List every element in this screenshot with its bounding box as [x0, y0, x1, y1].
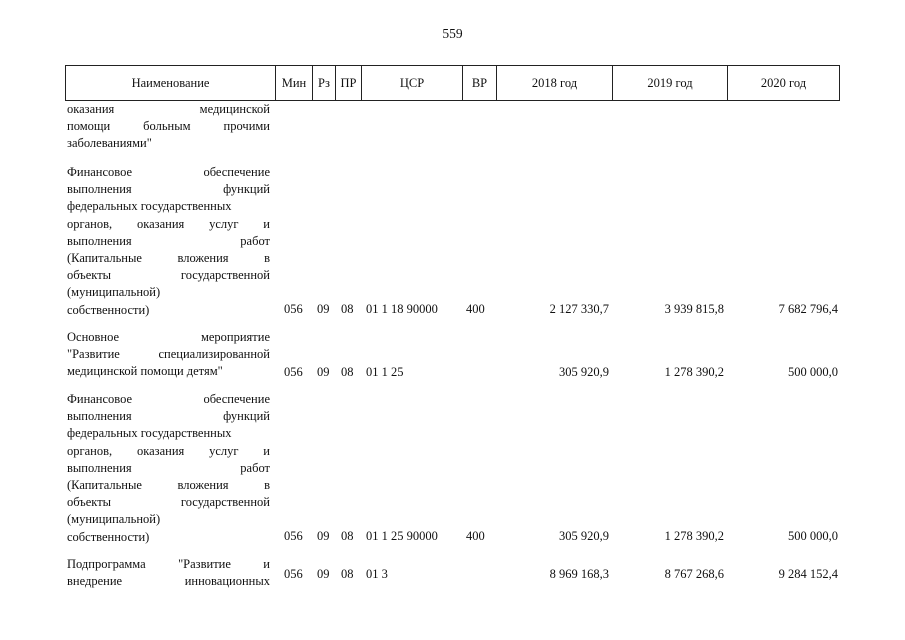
col-header-vr: ВР: [471, 76, 488, 90]
name-line: выполнения функций: [67, 182, 270, 197]
name-line: "Развитие специализированной: [67, 347, 270, 362]
cell-rz: 09: [317, 302, 330, 316]
cell-2019: 3 939 815,8: [664, 302, 724, 316]
cell-2018: 8 969 168,3: [549, 567, 609, 581]
cell-vr: 400: [466, 302, 485, 316]
name-line: выполнения функций: [67, 409, 270, 424]
col-header-min: Мин: [281, 76, 307, 90]
cell-min: 056: [284, 365, 303, 379]
page-number: 559: [442, 26, 463, 41]
cell-vr: 400: [466, 529, 485, 543]
name-line: (муниципальной): [67, 285, 161, 300]
name-line: органов, оказания услуг и: [67, 443, 270, 458]
name-line: объекты государственной: [67, 268, 270, 283]
col-header-2018: 2018 год: [531, 76, 578, 90]
cell-rz: 09: [317, 567, 330, 581]
cell-rz: 09: [317, 365, 330, 379]
cell-min: 056: [284, 567, 303, 581]
cell-min: 056: [284, 302, 303, 316]
cell-2018: 2 127 330,7: [549, 302, 609, 316]
name-line: собственности): [67, 302, 150, 317]
name-line: заболеваниями": [67, 136, 152, 151]
cell-2019: 1 278 390,2: [664, 529, 724, 543]
cell-2020: 9 284 152,4: [778, 567, 838, 581]
row-name: [67, 101, 270, 153]
name-line: выполнения работ: [67, 460, 270, 475]
name-line: (муниципальной): [67, 512, 161, 527]
name-line: федеральных государственных: [67, 426, 232, 441]
name-line: оказания медицинской: [67, 102, 270, 116]
name-line: федеральных государственных: [67, 199, 232, 214]
name-line: органов, оказания услуг и: [67, 216, 270, 231]
col-header-csr: ЦСР: [399, 76, 425, 90]
cell-2018: 305 920,9: [559, 529, 609, 543]
name-line: внедрение инновационных: [67, 574, 270, 589]
cell-2020: 500 000,0: [788, 365, 838, 379]
name-line: медицинской помощи детям": [67, 364, 223, 379]
name-line: Финансовое обеспечение: [67, 165, 270, 179]
name-line: помощи больным прочими: [67, 119, 270, 134]
cell-pr: 08: [341, 302, 354, 316]
name-line: (Капитальные вложения в: [67, 477, 270, 492]
table-header: [65, 65, 840, 101]
cell-csr: 01 1 25 90000: [366, 529, 438, 543]
cell-csr: 01 1 25: [366, 365, 404, 379]
name-line: Основное мероприятие: [67, 330, 270, 344]
cell-2019: 1 278 390,2: [664, 365, 724, 379]
row-name: [67, 164, 270, 319]
cell-2020: 500 000,0: [788, 529, 838, 543]
name-line: объекты государственной: [67, 495, 270, 510]
row-name: [67, 391, 270, 546]
col-header-rz: Рз: [318, 76, 330, 90]
cell-2018: 305 920,9: [559, 365, 609, 379]
col-header-2019: 2019 год: [647, 76, 693, 90]
cell-pr: 08: [341, 567, 354, 581]
cell-rz: 09: [317, 529, 330, 543]
name-line: выполнения работ: [67, 233, 270, 248]
col-header-2020: 2020 год: [760, 76, 807, 90]
cell-min: 056: [284, 529, 303, 543]
cell-2019: 8 767 268,6: [664, 567, 724, 581]
name-line: Финансовое обеспечение: [67, 392, 270, 406]
col-header-pr: ПР: [340, 76, 357, 90]
cell-pr: 08: [341, 529, 354, 543]
name-line: собственности): [67, 529, 150, 544]
col-header-name: Наименование: [131, 76, 210, 90]
cell-csr: 01 1 18 90000: [366, 302, 438, 316]
row-name: [67, 556, 270, 590]
cell-csr: 01 3: [366, 567, 388, 581]
row-name: [67, 329, 270, 381]
cell-2020: 7 682 796,4: [778, 302, 838, 316]
name-line: Подпрограмма "Развитие и: [67, 557, 270, 571]
name-line: (Капитальные вложения в: [67, 250, 270, 265]
cell-pr: 08: [341, 365, 354, 379]
